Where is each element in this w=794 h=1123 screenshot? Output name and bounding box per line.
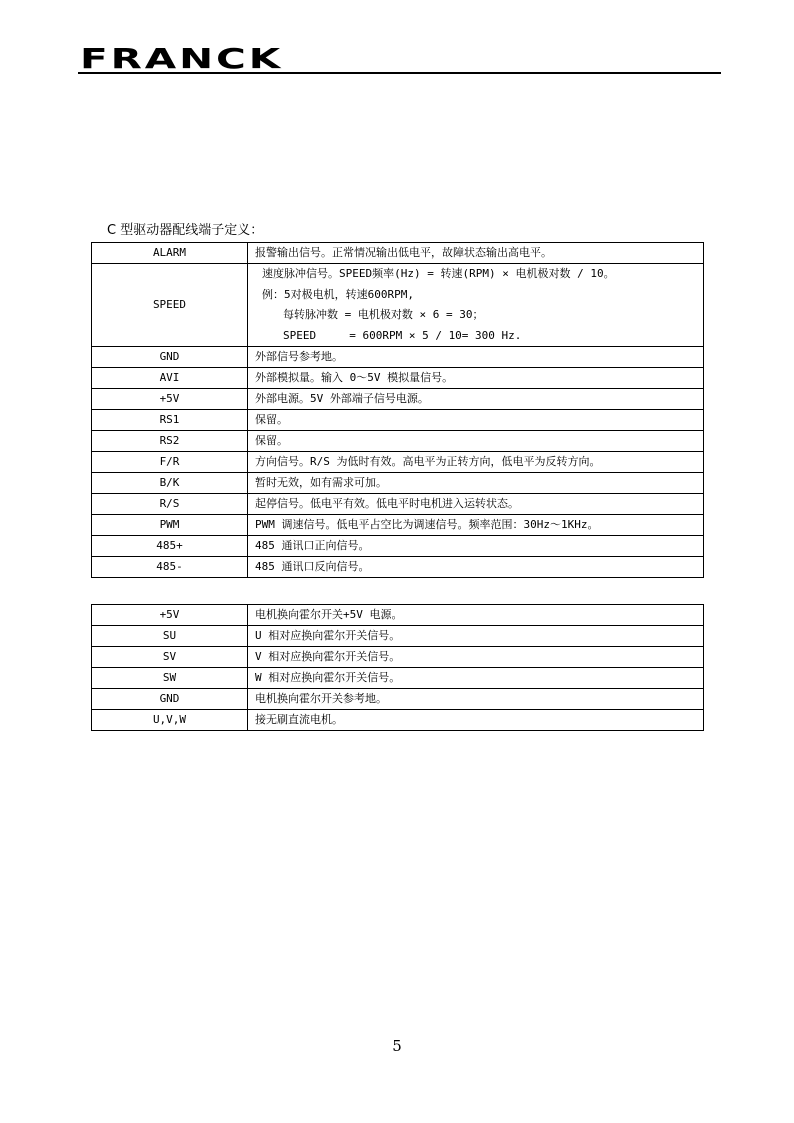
terminal-name: SU	[92, 626, 248, 647]
terminal-description: 电机换向霍尔开关+5V 电源。	[248, 605, 704, 626]
speed-line: 每转脉冲数 = 电机极对数 × 6 = 30；	[283, 308, 484, 321]
terminal-description: 电机换向霍尔开关参考地。	[248, 689, 704, 710]
table-row	[92, 689, 704, 710]
section-title: C 型驱动器配线端子定义：	[107, 223, 264, 238]
table-row	[92, 536, 704, 557]
terminal-description: W 相对应换向霍尔开关信号。	[248, 668, 704, 689]
terminal-name: F/R	[92, 452, 248, 473]
table-row	[92, 710, 704, 731]
terminal-description: PWM 调速信号。低电平占空比为调速信号。频率范围：30Hz～1KHz。	[248, 515, 704, 536]
terminal-description: 485 通讯口正向信号。	[248, 536, 704, 557]
terminal-description: 外部电源。5V 外部端子信号电源。	[248, 389, 704, 410]
terminal-description: 方向信号。R/S 为低时有效。高电平为正转方向，低电平为反转方向。	[248, 452, 704, 473]
table-row	[92, 605, 704, 626]
table-row	[92, 626, 704, 647]
terminal-description: 保留。	[248, 410, 704, 431]
terminal-description: 报警输出信号。正常情况输出低电平，故障状态输出高电平。	[248, 243, 704, 264]
speed-line: 速度脉冲信号。SPEED频率(Hz) = 转速(RPM) × 电机极对数 / 10。	[262, 267, 615, 280]
terminal-name: +5V	[92, 389, 248, 410]
terminal-description: 接无刷直流电机。	[248, 710, 704, 731]
table-row	[92, 410, 704, 431]
table-row	[92, 473, 704, 494]
terminal-name: R/S	[92, 494, 248, 515]
table-row	[92, 557, 704, 578]
terminal-description: 暂时无效，如有需求可加。	[248, 473, 704, 494]
terminal-description: U 相对应换向霍尔开关信号。	[248, 626, 704, 647]
terminal-name: SV	[92, 647, 248, 668]
terminal-name: B/K	[92, 473, 248, 494]
terminal-name: AVI	[92, 368, 248, 389]
terminal-name: U,V,W	[92, 710, 248, 731]
terminal-name: RS2	[92, 431, 248, 452]
table-row	[92, 431, 704, 452]
page-number: 5	[392, 1037, 402, 1055]
terminal-definition-table	[91, 242, 704, 578]
terminal-name: SW	[92, 668, 248, 689]
table-row	[92, 389, 704, 410]
table-row	[92, 264, 704, 347]
terminal-name: +5V	[92, 605, 248, 626]
terminal-description: 起停信号。低电平有效。低电平时电机进入运转状态。	[248, 494, 704, 515]
terminal-name: PWM	[92, 515, 248, 536]
terminal-description: 外部信号参考地。	[248, 347, 704, 368]
terminal-name: ALARM	[92, 243, 248, 264]
terminal-description: V 相对应换向霍尔开关信号。	[248, 647, 704, 668]
terminal-description	[248, 264, 704, 347]
terminal-description: 485 通讯口反向信号。	[248, 557, 704, 578]
table-row	[92, 668, 704, 689]
terminal-name: 485+	[92, 536, 248, 557]
hall-terminal-table	[91, 604, 704, 731]
speed-line: 例：5对极电机，转速600RPM,	[262, 287, 414, 301]
terminal-name: GND	[92, 689, 248, 710]
table-row	[92, 515, 704, 536]
terminal-description: 保留。	[248, 431, 704, 452]
speed-line: SPEED = 600RPM × 5 / 10= 300 Hz.	[283, 328, 522, 342]
terminal-name: RS1	[92, 410, 248, 431]
table-row	[92, 452, 704, 473]
header-rule	[78, 72, 721, 74]
terminal-description: 外部模拟量。输入 0～5V 模拟量信号。	[248, 368, 704, 389]
terminal-name: SPEED	[92, 264, 248, 347]
table-row	[92, 494, 704, 515]
terminal-name: 485-	[92, 557, 248, 578]
table-row	[92, 347, 704, 368]
table-row	[92, 647, 704, 668]
brand-logo: FRANCK	[80, 42, 284, 75]
table-row	[92, 368, 704, 389]
terminal-name: GND	[92, 347, 248, 368]
table-row	[92, 243, 704, 264]
